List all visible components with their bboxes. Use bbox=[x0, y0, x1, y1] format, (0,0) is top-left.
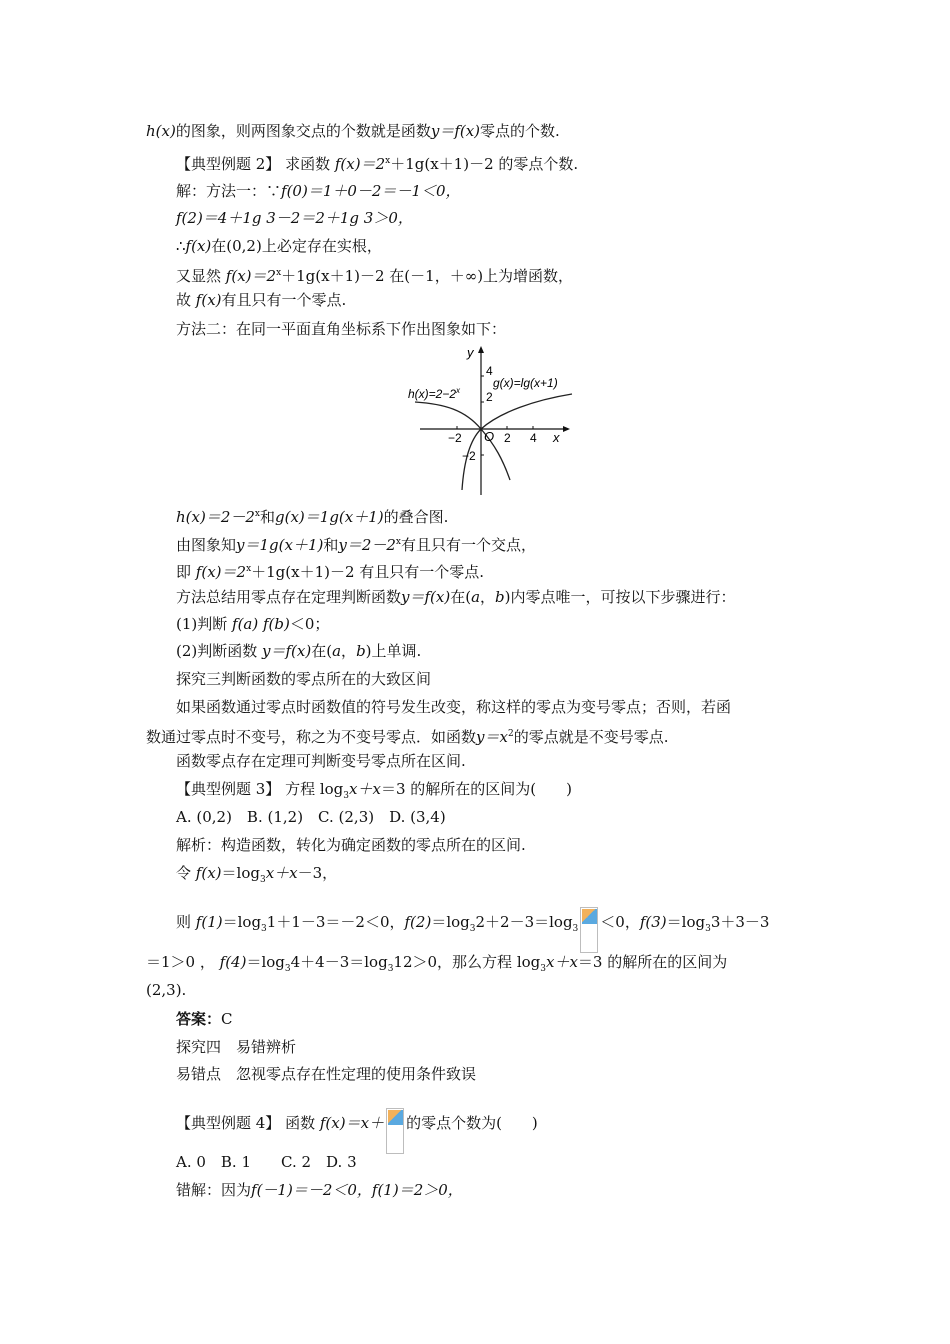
text-line: 解：方法一：∵f(0)＝1＋0－2＝－1＜0， bbox=[176, 182, 461, 200]
origin-label: O bbox=[484, 429, 495, 444]
section-heading-3: 探究三判断函数的零点所在的大致区间 bbox=[176, 670, 432, 688]
text-line: 易错点 忽视零点存在性定理的使用条件致误 bbox=[176, 1065, 477, 1083]
method-summary: 方法总结用零点存在定理判断函数y＝f(x)在(a，b)内零点唯一，可按以下步骤进行： bbox=[176, 588, 736, 606]
text-line: 则 $f(1)=\log_31+1-3=-2<0$，$f(2)=\log_32+2-3=\log_3$ ＜0，$f(3)=\log_33+3-3$ bbox=[176, 907, 769, 953]
text-line: 错解：因为f(－1)＝－2＜0，f(1)＝2＞0， bbox=[176, 1181, 463, 1199]
example-2-heading: 【典型例题 2】 求函数 $f(x)=2^x+1g(x+1)-2$ 的零点个数. bbox=[176, 155, 579, 173]
text-line: f(2)＝4＋1g 3－2＝2＋1g 3＞0， bbox=[176, 209, 413, 227]
text-line: (2,3). bbox=[146, 981, 187, 999]
function-graph bbox=[400, 340, 580, 500]
label-h: $h(x)=2-2^x$ bbox=[408, 386, 461, 401]
text-line: 数通过零点时不变号，称之为不变号零点．如函数$y=x^2$的零点就是不变号零点. bbox=[146, 728, 669, 746]
text-line: 由图象知y＝1g(x＋1)和$y=2-2^x$有且只有一个交点， bbox=[176, 536, 537, 554]
text-line: h(x)的图象，则两图象交点的个数就是函数y＝f(x)零点的个数. bbox=[146, 122, 560, 140]
step-1: (1)判断 f(a) f(b)＜0； bbox=[176, 615, 330, 633]
text-line: 即 $f(x)=2^x+1g(x+1)-2$ 有且只有一个零点. bbox=[176, 563, 485, 581]
tick-label: 4 bbox=[530, 431, 537, 445]
broken-image-icon bbox=[582, 909, 597, 924]
tick-label: 4 bbox=[486, 364, 493, 378]
text-line: $h(x)=2-2^x$和g(x)＝1g(x＋1)的叠合图. bbox=[176, 508, 449, 526]
y-axis-arrow bbox=[478, 346, 484, 353]
missing-formula-image bbox=[580, 907, 598, 953]
curve-h bbox=[415, 402, 510, 480]
text-line: 解析：构造函数，转化为确定函数的零点所在的区间. bbox=[176, 836, 526, 854]
text-line: 又显然 $f(x)=2^x+1g(x+1)-2$ 在(－1，＋∞)上为增函数， bbox=[176, 267, 574, 285]
tick-label: 2 bbox=[486, 390, 493, 404]
text-line: 令 $f(x)=\log_3x+x-3$， bbox=[176, 864, 338, 885]
answer-line: 答案：C bbox=[176, 1010, 233, 1028]
tick-label: −2 bbox=[462, 449, 476, 463]
text-line: ∴f(x)在(0,2)上必定存在实根， bbox=[176, 237, 382, 255]
example-4-heading: 【典型例题 4】 函数 f(x)＝x＋ 的零点个数为( ) bbox=[176, 1108, 538, 1154]
section-heading-4: 探究四 易错辨析 bbox=[176, 1038, 297, 1056]
broken-image-icon bbox=[388, 1110, 403, 1125]
text-line: 方法二：在同一平面直角坐标系下作出图象如下： bbox=[176, 320, 507, 338]
tick-label: 2 bbox=[504, 431, 511, 445]
text-line: 函数零点存在定理可判断变号零点所在区间. bbox=[176, 752, 466, 770]
answer-options-3: A. (0,2) B. (1,2) C. (2,3) D. (3,4) bbox=[176, 808, 446, 826]
text-line: 如果函数通过零点时函数值的符号发生改变，称这样的零点为变号零点；否则，若函 bbox=[176, 698, 732, 716]
missing-formula-image bbox=[386, 1108, 404, 1154]
x-axis-arrow bbox=[563, 426, 570, 432]
answer-options-4: A. 0 B. 1 C. 2 D. 3 bbox=[176, 1153, 357, 1171]
axis-label-y: y bbox=[467, 345, 474, 360]
text-line: ＝1＞0 ， $f(4)=\log_34+4-3=\log_312>0$，那么方程 $\log_3x+x=3$ 的解所在的区间为 bbox=[146, 953, 728, 974]
step-2: (2)判断函数 y＝f(x)在(a，b)上单调. bbox=[176, 642, 422, 660]
example-3-heading: 【典型例题 3】 方程 $\log_3x+x=3$ 的解所在的区间为( ) bbox=[176, 780, 572, 801]
tick-label: −2 bbox=[448, 431, 462, 445]
axis-label-x: x bbox=[553, 430, 560, 445]
text-line: 故 f(x)有且只有一个零点. bbox=[176, 291, 347, 309]
label-g: g(x)=lg(x+1) bbox=[493, 376, 558, 390]
